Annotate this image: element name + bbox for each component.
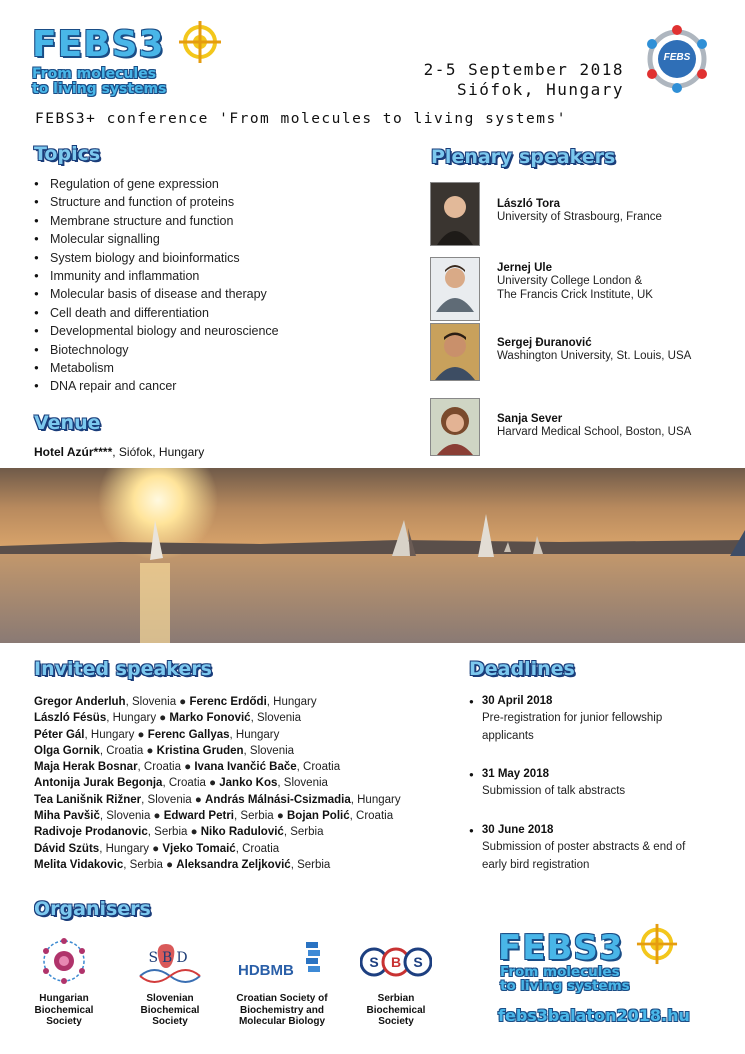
conference-title: FEBS3+ conference 'From molecules to living systems' xyxy=(35,111,567,127)
speaker-country: , Slovenia xyxy=(141,793,192,806)
svg-text:S: S xyxy=(369,954,379,970)
topic-item: ● Structure and function of proteins xyxy=(34,193,394,211)
website-link[interactable]: febs3balaton2018.hu xyxy=(498,1006,690,1025)
logo-tagline-1: From molecules xyxy=(500,964,620,980)
hungarian-society-logo xyxy=(36,935,92,987)
sbd-logo-text: SBD xyxy=(148,950,192,966)
deadline-date: ● 30 June 2018 xyxy=(469,824,554,836)
speaker-country: , Serbia xyxy=(283,826,324,839)
invited-line: Olga Gornik, Croatia ● Kristina Gruden, Slovenia xyxy=(34,744,295,757)
speaker-photo xyxy=(430,323,480,381)
speaker-name: Bojan Polić xyxy=(287,810,350,823)
invited-line: Melita Vidakovic, Serbia ● Aleksandra Zeljković, Serbia xyxy=(34,858,331,871)
febs-badge-logo xyxy=(640,22,714,96)
speaker-country: , Hungary xyxy=(350,793,401,806)
deadline-item xyxy=(469,768,729,800)
speaker-country: , Serbia xyxy=(290,858,331,871)
invited-line: László Fésüs, Hungary ● Marko Fonović, Slovenia xyxy=(34,712,302,725)
speaker-country: , Hungary xyxy=(99,842,150,855)
speaker-country: , Hungary xyxy=(84,728,135,741)
svg-text:S: S xyxy=(413,954,423,970)
person-icon xyxy=(431,399,479,455)
topic-item: ● System biology and bioinformatics xyxy=(34,249,394,267)
invited-line: Miha Pavšič, Slovenia ● Edward Petri, Serbia ● Bojan Polić, Croatia xyxy=(34,810,394,823)
speaker-name: Tea Lanišnik Rižner xyxy=(34,793,142,806)
event-dates: 2-5 September 2018 xyxy=(423,60,624,79)
speaker-name: Melita Vidakovic xyxy=(34,858,124,871)
invited-line: Tea Lanišnik Rižner, Slovenia ● András Málnási-Csizmadia, Hungary xyxy=(34,793,401,806)
speaker-name: Marko Fonović xyxy=(169,712,251,725)
deadline-description: Submission of talk abstracts xyxy=(482,785,626,797)
deadline-description: Pre-registration for junior fellowship xyxy=(482,712,663,724)
invited-line: Péter Gál, Hungary ● Ferenc Gallyas, Hungary xyxy=(34,728,280,741)
speaker-affiliation: Washington University, St. Louis, USA xyxy=(497,350,692,362)
speaker-affiliation: University College London & xyxy=(497,275,643,287)
speaker-country: , Slovenia xyxy=(243,744,295,757)
speaker-photo xyxy=(430,182,480,246)
venue-place: , Siófok, Hungary xyxy=(112,445,205,459)
speaker-name: Ferenc Erdődi xyxy=(189,696,267,708)
speaker-country: , Slovenia xyxy=(99,810,151,823)
deadline-description: Submission of poster abstracts & end of xyxy=(482,841,686,853)
speaker-name: László Tora xyxy=(497,198,561,210)
topic-item: ● DNA repair and cancer xyxy=(34,377,394,395)
speaker-affiliation: University of Strasbourg, France xyxy=(497,211,662,223)
speaker-country: , Croatia xyxy=(162,777,206,790)
venue-hotel: Hotel Azúr**** xyxy=(34,445,113,459)
speaker-name: Péter Gál xyxy=(34,728,85,741)
speaker-country: , Hungary xyxy=(229,728,280,741)
deadline-date: ● 31 May 2018 xyxy=(469,768,549,780)
person-icon xyxy=(431,258,479,312)
speaker-name: Edward Petri xyxy=(163,810,235,823)
topic-item: ● Biotechnology xyxy=(34,341,394,359)
topic-item: ● Immunity and inflammation xyxy=(34,267,394,285)
febs-badge-text: FEBS xyxy=(663,52,691,63)
speaker-name: Kristina Gruden xyxy=(156,744,244,757)
speaker-name: Miha Pavšič xyxy=(34,810,100,823)
speaker-name: Ivana Ivančić Bače xyxy=(194,761,297,774)
croatian-society-logo xyxy=(238,942,328,982)
crosshair-icon xyxy=(636,923,678,965)
speaker-name: Sanja Sever xyxy=(497,413,563,425)
slovenian-society-logo xyxy=(136,940,204,984)
speaker-country: , Croatia xyxy=(99,744,144,757)
plenary-heading: Plenary speakers xyxy=(431,146,616,168)
svg-text:B: B xyxy=(390,954,402,970)
event-location: Siófok, Hungary xyxy=(457,80,624,99)
invited-line: Antonija Jurak Begonja, Croatia ● Janko Kos, Slovenia xyxy=(34,777,328,790)
invited-heading: Invited speakers xyxy=(34,658,212,680)
speaker-country: , Hungary xyxy=(106,712,157,725)
speaker-name: Antonija Jurak Begonja xyxy=(34,777,163,790)
speaker-name: Dávid Szüts xyxy=(34,842,100,855)
person-icon xyxy=(431,183,479,245)
organiser-label: Hungarian Biochemical Society xyxy=(34,993,94,1027)
topic-item: ● Metabolism xyxy=(34,359,394,377)
speaker-name: Radivoje Prodanovic xyxy=(34,826,148,839)
topic-item: ● Developmental biology and neuroscience xyxy=(34,322,394,340)
topic-item: ● Cell death and differentiation xyxy=(34,304,394,322)
speaker-country: , Slovenia xyxy=(250,712,302,725)
deadline-description: applicants xyxy=(482,730,534,742)
flower-molecule-icon xyxy=(36,935,92,987)
speaker-country: , Croatia xyxy=(137,761,182,774)
invited-line: Dávid Szüts, Hungary ● Vjeko Tomaić, Croatia xyxy=(34,842,280,855)
speaker-name: Niko Radulović xyxy=(200,826,284,839)
topic-item: ● Membrane structure and function xyxy=(34,212,394,230)
speaker-name: Gregor Anderluh xyxy=(34,696,126,708)
sbs-circles-icon xyxy=(360,946,432,978)
speaker-country: , Slovenia xyxy=(125,696,177,708)
plenary-speaker xyxy=(497,198,662,224)
speaker-affiliation: The Francis Crick Institute, UK xyxy=(497,289,653,301)
logo-title: FEBS3 xyxy=(32,24,165,65)
logo-tagline-2: to living systems xyxy=(32,81,167,97)
invited-line: Radivoje Prodanovic, Serbia ● Niko Radulović, Serbia xyxy=(34,826,324,839)
speaker-name: Ferenc Gallyas xyxy=(147,728,230,741)
topics-list xyxy=(34,175,394,396)
person-icon xyxy=(431,324,479,380)
lake-balaton-photo xyxy=(0,468,745,643)
venue-text xyxy=(34,445,204,459)
speaker-country: , Serbia xyxy=(123,858,163,871)
logo-tagline-2: to living systems xyxy=(500,978,630,994)
sunset-sailboats-image xyxy=(0,468,745,643)
speaker-country: , Serbia xyxy=(234,810,274,823)
speaker-name: András Málnási-Csizmadia xyxy=(205,793,351,806)
venue-heading: Venue xyxy=(34,412,101,434)
topic-item: ● Molecular signalling xyxy=(34,230,394,248)
deadline-item xyxy=(469,824,729,874)
speaker-country: , Serbia xyxy=(147,826,188,839)
topic-item: ● Regulation of gene expression xyxy=(34,175,394,193)
speaker-photo xyxy=(430,398,480,456)
invited-line: Gregor Anderluh, Slovenia ● Ferenc Erdődi, Hungary xyxy=(34,696,317,708)
organiser-label: Croatian Society of Biochemistry and Molecular Biology xyxy=(236,993,328,1027)
speaker-name: Aleksandra Zeljković xyxy=(176,858,291,871)
speaker-country: , Croatia xyxy=(235,842,280,855)
febs3-logo-top xyxy=(32,24,242,100)
organiser-label: Slovenian Biochemical Society xyxy=(140,993,200,1027)
speaker-name: Janko Kos xyxy=(219,777,278,790)
deadline-item xyxy=(469,695,729,745)
plenary-speaker xyxy=(497,337,691,363)
plenary-speaker xyxy=(497,262,653,302)
logo-tagline-1: From molecules xyxy=(32,66,157,82)
speaker-name: Maja Herak Bosnar xyxy=(34,761,138,774)
speaker-name: Jernej Ule xyxy=(497,262,552,274)
logo-title: FEBS3 xyxy=(498,928,624,968)
crosshair-icon xyxy=(178,20,222,64)
plenary-speaker xyxy=(497,413,691,439)
speaker-affiliation: Harvard Medical School, Boston, USA xyxy=(497,426,692,438)
invited-speakers-list xyxy=(34,694,454,873)
speaker-country: , Hungary xyxy=(266,696,317,708)
deadline-description: early bird registration xyxy=(482,859,590,871)
speaker-country: , Slovenia xyxy=(277,777,328,790)
organisers-heading: Organisers xyxy=(34,898,151,920)
hdbmb-symbol-icon xyxy=(304,942,322,978)
serbian-society-logo xyxy=(360,946,432,978)
speaker-name: Olga Gornik xyxy=(34,744,100,757)
topic-item: ● Molecular basis of disease and therapy xyxy=(34,285,394,303)
hdbmb-logo-text: HDBMB xyxy=(238,962,294,979)
invited-line: Maja Herak Bosnar, Croatia ● Ivana Ivančić Bače, Croatia xyxy=(34,761,341,774)
speaker-name: Sergej Đuranović xyxy=(497,337,592,349)
speaker-name: László Fésüs xyxy=(34,712,107,725)
organiser-label: Serbian Biochemical Society xyxy=(366,993,426,1027)
speaker-country: , Croatia xyxy=(349,810,394,823)
deadlines-heading: Deadlines xyxy=(469,658,575,680)
deadline-date: ● 30 April 2018 xyxy=(469,695,553,707)
speaker-country: , Croatia xyxy=(296,761,341,774)
speaker-name: Vjeko Tomaić xyxy=(162,842,236,855)
speaker-photo xyxy=(430,257,480,321)
topics-heading: Topics xyxy=(34,143,101,165)
febs3-logo-bottom xyxy=(498,928,708,998)
